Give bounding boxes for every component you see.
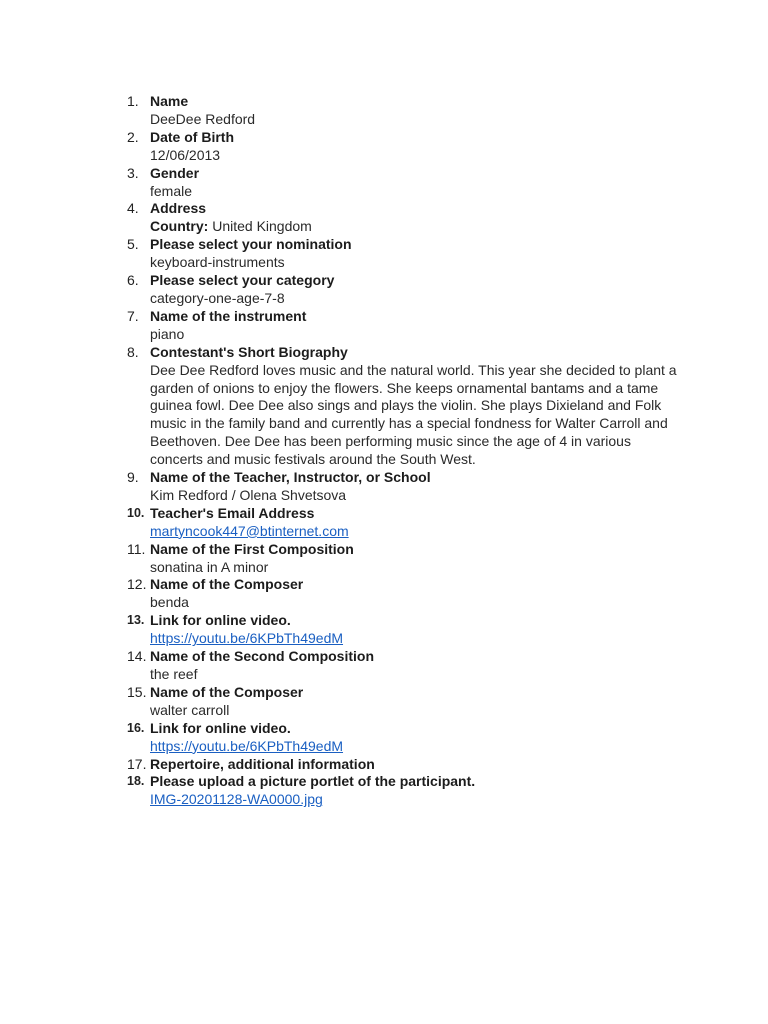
video-link[interactable]: https://youtu.be/6KPbTh49edM (150, 737, 344, 754)
entry-second-video (0, 720, 680, 756)
entry-value: benda (150, 594, 189, 611)
entry-first-composer (0, 576, 680, 612)
entry-value: Dee Dee Redford loves music and the natural world. This year she decided to plant a garden of onions to enjoy the flowers. She keeps ornamental bantams and a tame guinea fowl. Dee Dee also sings and plays the violin. She plays Dixieland and Folk music in the family band and currently has a special fondness for Walter Carroll and Beethoven. Dee Dee has been performing music since the age of 4 in various concerts and music festivals around the South West. (150, 361, 677, 468)
entry-number: 10. (127, 505, 145, 520)
entry-label: Name of the First Composition (150, 540, 354, 557)
entry-label: Please select your category (150, 272, 335, 289)
entry-label: Link for online video. (150, 719, 291, 736)
entry-number: 12. (127, 576, 147, 593)
entry-label: Name of the Second Composition (150, 648, 375, 665)
entry-number: 9. (127, 469, 139, 486)
entry-number: 15. (127, 683, 147, 700)
entry-number: 13. (127, 613, 145, 628)
entry-value: female (150, 182, 193, 199)
entry-repertoire (0, 756, 680, 774)
entry-name (0, 93, 680, 129)
entry-second-composer (0, 684, 680, 720)
video-link[interactable]: https://youtu.be/6KPbTh49edM (150, 630, 344, 647)
entry-label: Please upload a picture portlet of the participant. (150, 773, 476, 790)
entry-teacher-email (0, 505, 680, 541)
entry-nomination (0, 236, 680, 272)
entry-first-composition (0, 541, 680, 577)
entry-number: 17. (127, 755, 147, 772)
entry-number: 6. (127, 272, 139, 289)
entry-biography (0, 344, 680, 469)
entry-value: piano (150, 325, 185, 342)
email-link[interactable]: martyncook447@btinternet.com (150, 522, 349, 539)
entry-date-of-birth (0, 129, 680, 165)
entry-value: category-one-age-7-8 (150, 289, 285, 306)
entry-number: 3. (127, 164, 139, 181)
entry-number: 16. (127, 720, 145, 735)
entry-number: 4. (127, 200, 139, 217)
entry-value: sonatina in A minor (150, 558, 269, 575)
entry-teacher (0, 469, 680, 505)
entry-second-composition (0, 648, 680, 684)
entry-label: Date of Birth (150, 128, 234, 145)
document-page (0, 93, 768, 809)
entry-number: 14. (127, 648, 147, 665)
entry-label: Address (150, 200, 207, 217)
entry-number: 11. (127, 540, 146, 557)
entry-label: Please select your nomination (150, 236, 352, 253)
entry-gender (0, 165, 680, 201)
entry-first-video (0, 612, 680, 648)
entry-value: 12/06/2013 (150, 146, 221, 163)
country-value: United Kingdom (212, 218, 312, 235)
entry-label: Repertoire, additional information (150, 755, 375, 772)
entry-label: Link for online video. (150, 612, 291, 629)
entry-number: 18. (127, 774, 145, 789)
entry-value: DeeDee Redford (150, 110, 256, 127)
entry-address (0, 200, 680, 236)
entry-label: Name of the Composer (150, 576, 304, 593)
entry-label: Name of the instrument (150, 307, 307, 324)
form-entries-list (0, 93, 768, 809)
entry-label: Gender (150, 164, 200, 181)
entry-label: Name (150, 93, 189, 109)
entry-label: Teacher's Email Address (150, 504, 315, 521)
entry-number: 8. (127, 343, 139, 360)
entry-label: Contestant's Short Biography (150, 343, 348, 360)
entry-number: 5. (127, 236, 139, 253)
entry-value: walter carroll (150, 701, 230, 718)
entry-label: Name of the Composer (150, 683, 304, 700)
entry-value-line (150, 218, 680, 236)
entry-number: 7. (127, 307, 139, 324)
entry-value: keyboard-instruments (150, 254, 285, 271)
entry-number: 2. (127, 128, 139, 145)
entry-category (0, 272, 680, 308)
entry-picture-upload (0, 773, 680, 809)
entry-number: 1. (127, 93, 139, 109)
image-file-link[interactable]: IMG-20201128-WA0000.jpg (150, 791, 323, 808)
entry-value: Kim Redford / Olena Shvetsova (150, 486, 347, 503)
country-label: Country: (150, 218, 209, 235)
entry-value: the reef (150, 666, 198, 682)
entry-instrument (0, 308, 680, 344)
entry-label: Name of the Teacher, Instructor, or School (150, 469, 431, 486)
